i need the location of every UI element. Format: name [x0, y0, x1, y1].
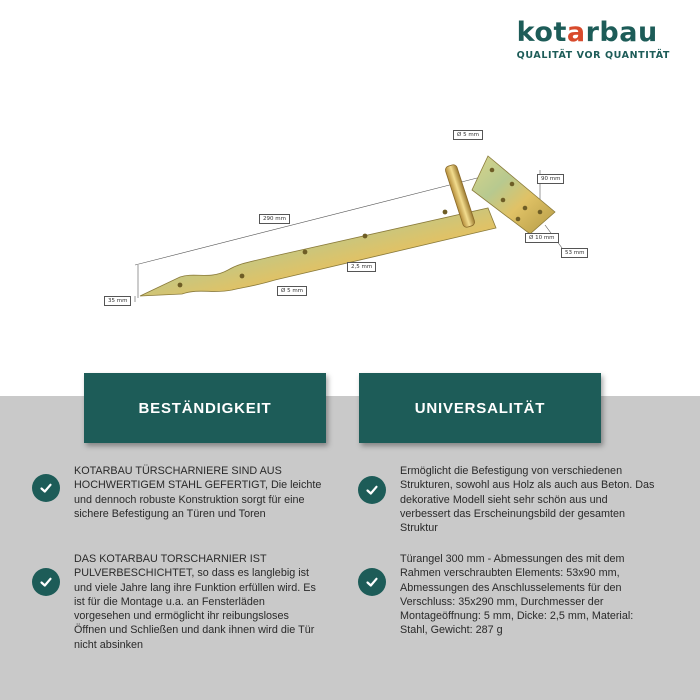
hinge-product-image	[100, 120, 580, 320]
brand-logo	[517, 18, 670, 61]
checkmark-icon	[32, 474, 60, 502]
feature-item	[32, 464, 322, 521]
checkmark-icon	[358, 476, 386, 504]
feature-text: DAS KOTARBAU TORSCHARNIER IST PULVERBESCHICHTET, so dass es langlebig ist und viele Jahre lang ihre Funktion erfüllen wird. Es ist für die Montage u.a. an Fensterläden vorgesehen und ermöglicht ihr reibungsloses Öffnen und Schließen und dank ihnen wird die Tür nicht absinken	[74, 553, 316, 651]
section-card-universalitaet	[359, 373, 601, 443]
checkmark-icon	[358, 568, 386, 596]
logo-wordmark: kotarbau	[516, 17, 658, 48]
logo-tagline: QUALITÄT VOR QUANTITÄT	[516, 50, 670, 61]
dim-label-strap-width: 35 mm	[104, 296, 131, 306]
feature-item	[358, 552, 658, 638]
feature-text: KOTARBAU TÜRSCHARNIERE SIND AUS HOCHWERTIGEM STAHL GEFERTIGT, Die leichte und dennoch robuste Konstruktion sorgt für eine sichere Befestigung an Türen und Toren	[74, 465, 322, 520]
dim-label-plate-width: 53 mm	[561, 248, 588, 258]
section-title: BESTÄNDIGKEIT	[138, 399, 272, 417]
section-title: UNIVERSALITÄT	[414, 399, 546, 417]
feature-text: Ermöglicht die Befestigung von verschiedenen Strukturen, sowohl aus Holz als auch aus Beton. Das dekorative Modell sieht sehr schön aus und verbessert das Erscheinungsbild der gesamten Struktur	[400, 465, 655, 535]
feature-item	[358, 464, 658, 535]
dim-label-hole-strap: Ø 5 mm	[277, 286, 307, 296]
feature-item	[32, 552, 322, 652]
dim-label-hole-top: Ø 5 mm	[453, 130, 483, 140]
dim-label-thickness: 2,5 mm	[347, 262, 376, 272]
feature-text: Türangel 300 mm - Abmessungen des mit dem Rahmen verschraubten Elements: 53x90 mm, Abmessungen des Anschlusselements für den Verschluss: 35x290 mm, Durchmesser der Montageöffnung: 5 mm, Dicke: 2,5 mm, Material: Stahl, Gewicht: 287 g	[400, 553, 634, 637]
section-card-bestaendigkeit	[84, 373, 326, 443]
dim-label-plate-height: 90 mm	[537, 174, 564, 184]
dim-label-length: 290 mm	[259, 214, 290, 224]
checkmark-icon	[32, 568, 60, 596]
dim-label-pin: Ø 10 mm	[525, 233, 559, 243]
